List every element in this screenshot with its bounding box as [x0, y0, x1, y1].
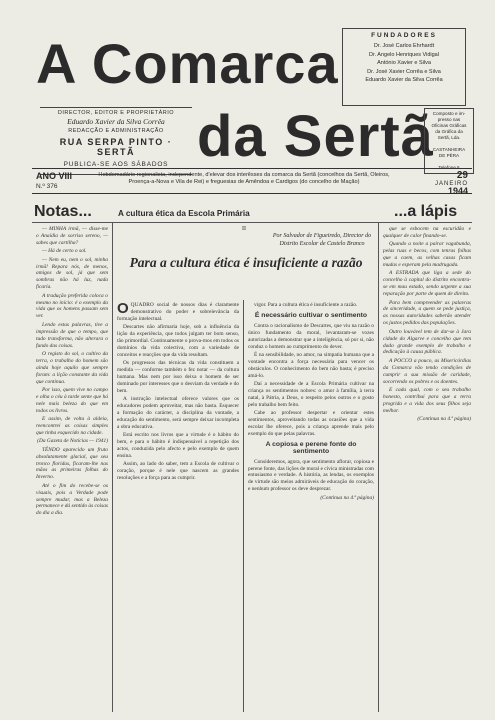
section-head-lapis: ...a lápis — [394, 203, 458, 220]
founder-name: Dr. José Xavier Corrêa e Silva — [367, 68, 441, 75]
column-divider — [112, 222, 113, 712]
article-paragraph: A instrução intelectual oferece valores que os educadores podem aproveitar, mas não basta. Esquecer a formação do carácter, a disciplina da vontade, a educação do sentimento, será sempre deixar incompleta a obra educativa. — [117, 396, 239, 430]
lapis-paragraph: E cada qual, com o seu trabalho honesto, contribui para que a terra progrida e a vida dos seus filhos seja melhor. — [383, 386, 471, 414]
notas-signature: (Da Gazeta de Notícias — 1941) — [37, 438, 108, 445]
director-label: DIRECTOR, EDITOR E PROPRIETÁRIO — [57, 110, 175, 116]
article-column-b — [248, 302, 374, 712]
issue-day: 29 — [456, 170, 468, 181]
article-paragraph: Cabe ao professor despertar e orientar estes sentimentos, aproveitando todas as ocasiões que a vida escolar lhe oferece, pois a criança aprende mais pelo exemplo do que pelas palavras. — [248, 410, 374, 437]
director-box — [40, 107, 192, 175]
printer-line: da Gráfica da — [435, 129, 463, 134]
issue-year-label: ANO VIII — [36, 171, 73, 181]
lapis-paragraph: que se esbocem na escuridão e qualquer de calor finando-se. — [383, 226, 471, 239]
printer-line: Sertã, Lda. — [437, 135, 461, 140]
drop-cap: O — [117, 302, 129, 317]
notas-paragraph: — Há de certo o sol. — [42, 248, 87, 255]
article-paragraph: É na sensibilidade, no amor, na simpatia humana que a vontade encontra a força necessária para vencer os obstáculos. O conhecimento do bem não basta; é preciso amá-lo. — [248, 351, 374, 379]
notas-paragraph: — MINHA irmã, — disse-me o Anaídia de sorriso sereno, — sabes que cartilha? — [36, 226, 108, 246]
newspaper-title-line1: A Comarca — [36, 32, 339, 95]
lapis-paragraph: Para bem compreender as palavras de sinceridade, a quem se pede justiça, as nossas autoridades saberão atender os justos pedidos das populações. — [383, 299, 471, 327]
lapis-signature: (Continua na 4.ª página) — [417, 416, 471, 423]
founder-name: Dr. Angelo Henriques Vidigal — [369, 51, 439, 58]
printer-box — [424, 108, 474, 174]
divider — [32, 222, 472, 223]
notas-paragraph: A tradução preferida coloca o mesmo no início: é o exemplo da vida que os homens passam sem ver. — [36, 292, 108, 320]
article-paragraph: Assim, ao lado do saber, tem a Escola de cultivar o coração, porque é nele que nascem as grandes resoluções e a força para as cumprir. — [117, 461, 239, 482]
issue-date — [435, 171, 468, 196]
column-divider — [378, 222, 379, 712]
article-text: QUADRO social de nossos dias é claramente demonstrativo do poder e sobrelevância da formação intelectual. — [117, 302, 239, 322]
article-paragraph: Contra o racionalismo de Descartes, que viu na razão o único fundamento da moral, levantaram-se vozes autorizadas a demonstrar que a inteligência, só por si, não conduz o homem ao cumprimento do dever. — [248, 322, 374, 350]
notas-paragraph: — Nem eu, nem o sol, minha irmã! Repara nós, de menos, amigos de sol, já que sem sombras não há luz, nada ficaria. — [36, 256, 108, 291]
printer-line: Telefone 6 — [438, 165, 460, 170]
founders-heading: FUNDADORES — [371, 32, 437, 39]
lapis-paragraph: A ESTRADA que liga a sede do concelho à capital do distrito encontra-se em mau estado, sendo urgente a sua reparação por parte de quem de direito. — [383, 270, 471, 298]
printer-line: presso nas — [437, 117, 461, 122]
founder-name: Dr. José Carlos Ehrhardt — [373, 43, 435, 49]
director-name: Eduardo Xavier da Silva Corrêa — [67, 117, 165, 126]
article-continued: (Continua na 4.ª página) — [320, 494, 374, 501]
street-address: RUA SERPA PINTO · SERTÃ — [59, 137, 173, 157]
article-subheading: É necessário cultivar o sentimento — [254, 311, 368, 319]
lapis-paragraph: Quando a noite a pairar vagabunda, pelas ruas e becos, com tenras folhas que a caem, as velhas casas ficam mudas e esperam pela madrugada. — [383, 241, 471, 269]
admin-label: REDACÇÃO E ADMINISTRAÇÃO — [68, 128, 164, 134]
page-number: II — [242, 226, 246, 232]
printer-line: Oficinas Gráficas — [431, 123, 467, 128]
founder-name: Eduardo Xavier da Silva Corrêa — [365, 77, 443, 84]
printer-line: Composto e im- — [432, 111, 466, 116]
masthead — [32, 22, 472, 170]
issue-year: 1944 — [447, 186, 468, 196]
article-paragraph: vigor. Para a cultura ética é insuficiente a razão. — [254, 302, 358, 308]
article-paragraph: Consideremos, agora, que sentimento aflorar, copiosa e perene fonte, das lições de moral e cívica ministradas com entusiasmo e verdade. A história, as lendas, os exemplos de virtude são meios admiráveis de educação do coração, e nenhum professor os deve desprezar. — [248, 458, 374, 493]
article-column-a — [117, 302, 239, 712]
column-divider — [243, 300, 244, 712]
article-paragraph: Está escrito nos livros que a virtude é o hábito do bem, e para o hábito é indispensável a repetição dos actos, conduzida pelo afecto e pelo exemplo de quem ensina. — [117, 432, 239, 460]
article-paragraph — [117, 302, 239, 323]
article-byline: Por Salvador de Figueiredo, Director do Distrito Escolar de Castelo Branco — [272, 233, 372, 247]
lapis-paragraph: A POCCO a pouco, as Misericórdias da Comarca vão tendo condições de cumprir a sua missão de caridade, socorrendo os pobres e os doentes. — [383, 357, 471, 385]
printer-line: DE PÊRA — [438, 153, 460, 158]
printer-line: CASTANHEIRA — [432, 147, 466, 152]
notas-paragraph: Por isso, quem vive no campo e olha o céu à tarde sente que há nele mais beleza do que em todos os livros. — [36, 386, 108, 414]
section-head-notas: Notas... — [34, 203, 92, 220]
notas-paragraph: O registo do sol, o cultivo da terra, o trabalho do homem são ainda hoje aquilo que sempre foram: a lição constante da vida que continua. — [36, 350, 108, 385]
article-paragraph: Daí a necessidade de a Escola Primária cultivar na criança os sentimentos nobres: o amor à família, à terra natal, à Pátria, a Deus, o respeito pelos outros e o gosto pelo trabalho bem feito. — [248, 381, 374, 408]
article-paragraph: Descartes não afirmaria hoje, sob a influência da lição da experiência, que todos julgam ter bom senso, tão primordial. Continuamente o prova-mos em todos os domínios da vida colectiva, com a variedade de conceitos e reacções que da vida resultam. — [117, 324, 239, 358]
newspaper-title-line2: da Sertã — [197, 104, 434, 169]
publication-schedule: PUBLICA-SE AOS SÁBADOS — [63, 161, 169, 168]
founder-name: António Xavier e Silva — [377, 60, 431, 67]
lapis-paragraph: Outro louvável tem de dar-se à Jara cidade do Algarve e concelho que tem dado grande exemplo de trabalho e dedicação à causa pública. — [383, 328, 471, 356]
issue-number: N.º 376 — [36, 183, 58, 190]
newspaper-tagline: Hebdomadário regionalista, independente, d'elevar dos interêsses da comarca da Sertã (concelhos da Sertã, Oleiros, Proença-a-Nova e Vila de Rei) e freguesias de Amêndoa e Cardigos (do concelho de Mação) — [98, 172, 390, 185]
section-head-cultura: A cultura ética da Escola Primária — [118, 209, 250, 218]
notas-paragraph: Até o fim do recebe-se os visuais, pois a Verdade pode sempre mudar, mas a Beleza permanece e dá sentido às coisas do dia a dia. — [36, 482, 108, 517]
article-paragraph: Os progressos das técnicas da vida constituem a medida — conforme também o fez notar — da cultura humana. Mas nem por isso deixa o homem de ser dominado por interesses que o desviam da verdade e do bem. — [117, 360, 239, 394]
article-subheading: A copiosa e perene fonte do sentimento — [265, 440, 357, 455]
lapis-column — [383, 226, 471, 712]
notas-paragraph: Lendo estas palavras, tive a impressão de que o tempo, que tudo transforma, não alterara o fundo das coisas. — [36, 321, 108, 349]
article-title: Para a cultura ética é insuficiente a razão — [129, 255, 363, 270]
notas-paragraph: TÊNDO aparecido um fruto absolutamente glacial, que seu tronco floridas, ficaram-lhe nas mãos as primeiras folhas do Inverno. — [36, 446, 108, 481]
founders-box — [342, 28, 466, 106]
notas-column — [36, 226, 108, 712]
issue-bar — [32, 168, 472, 194]
notas-paragraph: E assim, de volta à aldeia, reencontrei as coisas simples que tinha esquecido na cidade. — [36, 416, 108, 436]
issue-month: JANEIRO — [434, 181, 468, 187]
